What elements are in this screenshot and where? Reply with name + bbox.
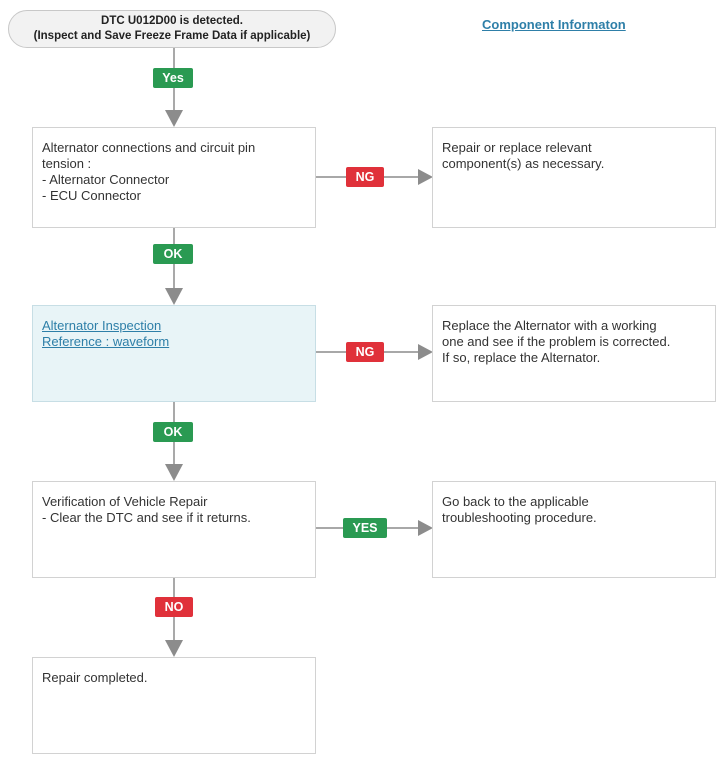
step-text-line: tension : (42, 156, 92, 171)
step-repair-completed (32, 657, 316, 754)
result-repair-replace (432, 127, 716, 228)
step-connections-check (32, 127, 316, 228)
start-title: DTC U012D00 is detected. (101, 15, 243, 27)
step-text-line: Alternator connections and circuit pin (42, 140, 256, 155)
step-text-line: - Clear the DTC and see if it returns. (42, 510, 251, 525)
result-replace-alternator (432, 305, 716, 402)
result-text-line: Repair or replace relevant (442, 140, 592, 155)
result-text-line: troubleshooting procedure. (442, 510, 597, 525)
step-alternator-inspection (32, 305, 316, 402)
yes-badge: Yes (153, 68, 193, 88)
step-verification (32, 481, 316, 578)
result-text-line: component(s) as necessary. (442, 156, 605, 171)
no-badge: NO (155, 597, 193, 617)
start-node (8, 10, 336, 48)
ok-badge: OK (153, 244, 193, 264)
component-information-link[interactable]: Component Informaton (482, 17, 626, 32)
ng-badge: NG (346, 342, 384, 362)
ng-badge: NG (346, 167, 384, 187)
alternator-inspection-link[interactable]: Alternator Inspection (42, 318, 162, 333)
step-text-line: - ECU Connector (42, 188, 141, 203)
result-text-line: one and see if the problem is corrected. (442, 334, 671, 349)
result-text-line: If so, replace the Alternator. (442, 350, 601, 365)
result-text-line: Go back to the applicable (442, 494, 589, 509)
step-text-line: - Alternator Connector (42, 172, 170, 187)
step-text-line: Repair completed. (42, 670, 148, 685)
yes-badge: YES (343, 518, 387, 538)
step-text-line: Verification of Vehicle Repair (42, 494, 208, 509)
result-text-line: Replace the Alternator with a working (442, 318, 657, 333)
start-subtitle: (Inspect and Save Freeze Frame Data if applicable) (33, 30, 311, 42)
waveform-reference-link[interactable]: Reference : waveform (42, 334, 170, 349)
ok-badge: OK (153, 422, 193, 442)
result-go-back (432, 481, 716, 578)
